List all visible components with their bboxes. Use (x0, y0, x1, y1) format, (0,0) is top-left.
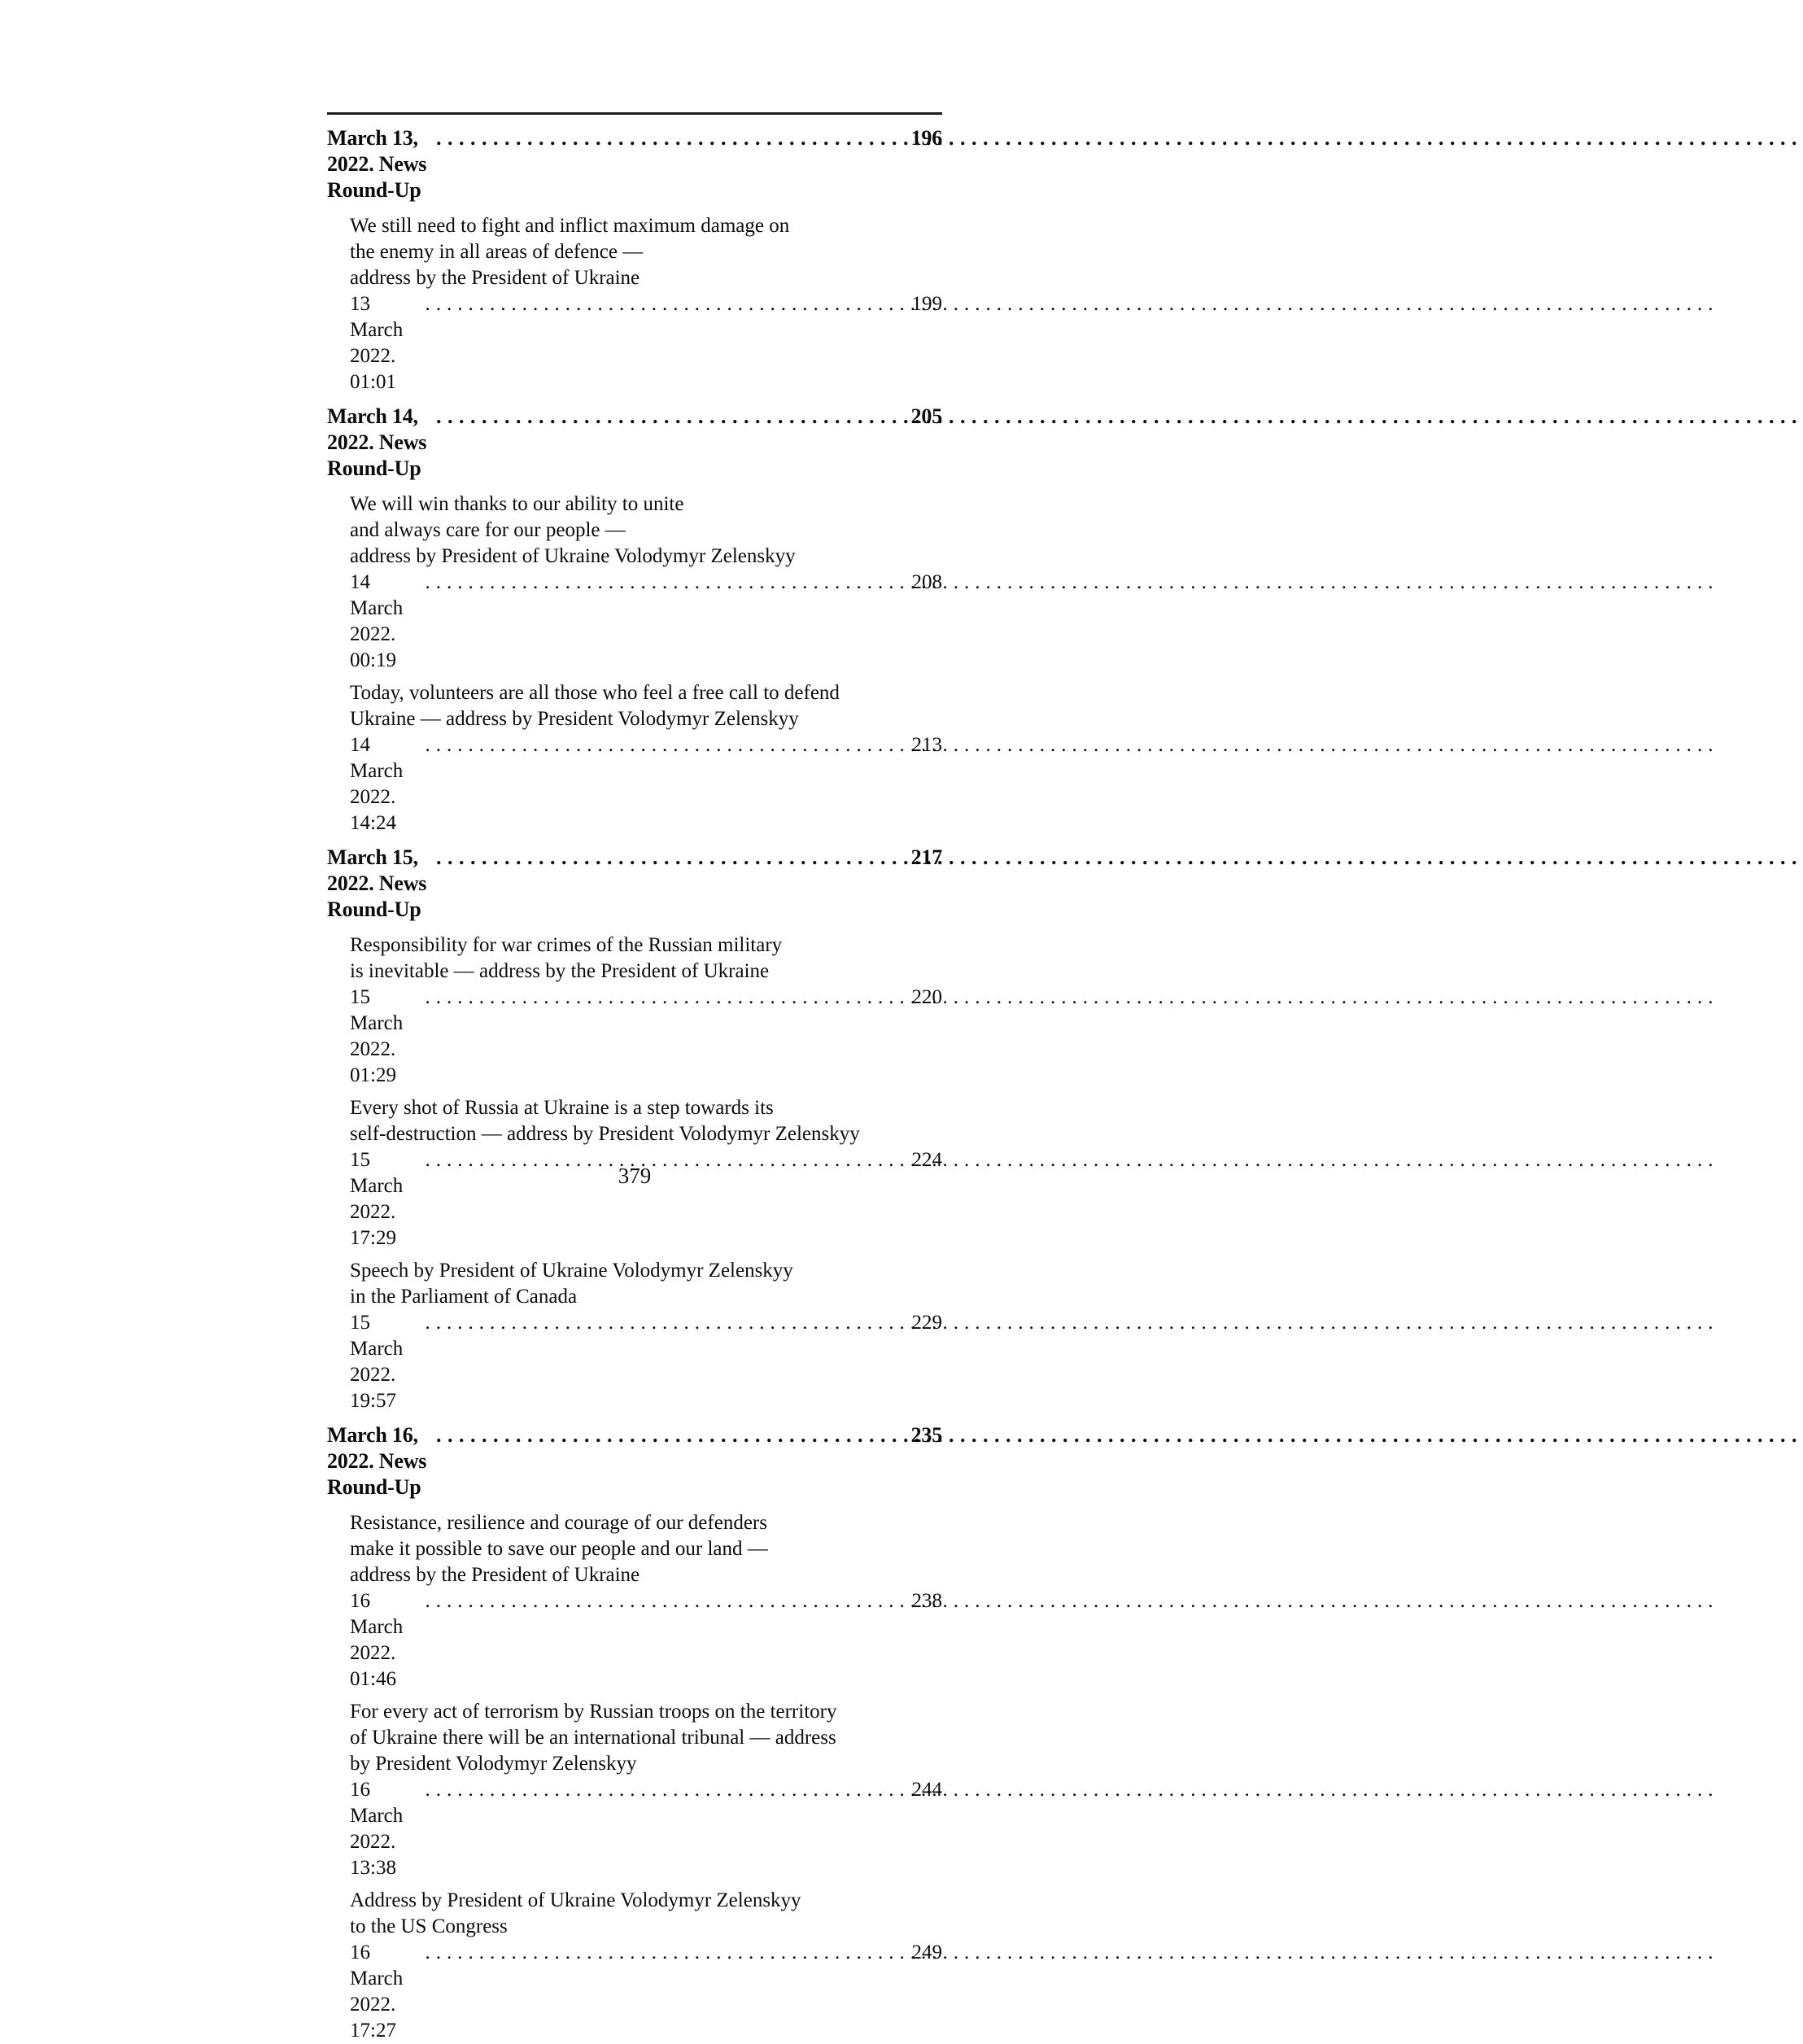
toc-entry-date-row (350, 732, 942, 836)
top-rule (327, 112, 942, 115)
toc-entry-date: 16 March 2022. 17:27 (350, 1941, 404, 2042)
toc-entry-page-number: 238 (911, 1590, 942, 1612)
toc-section (327, 404, 942, 836)
toc-entry-title-line: Today, volunteers are all those who feel a free call to defend (350, 682, 840, 704)
toc-entry-title-line: Every shot of Russia at Ukraine is a step towards its (350, 1097, 774, 1119)
toc-entry-title-line: is inevitable — address by the President of Ukraine (350, 960, 770, 982)
toc-heading (327, 845, 942, 923)
toc-entry-title-line: For every act of terrorism by Russian troops on the territory (350, 1701, 837, 1723)
toc-entry-date: 15 March 2022. 19:57 (350, 1312, 404, 1412)
dot-leader (436, 404, 905, 430)
toc-entry-date: 16 March 2022. 01:46 (350, 1590, 404, 1690)
toc-entry-page-number: 249 (911, 1941, 942, 1963)
toc-entry-title-line: address by President of Ukraine Volodymyr Zelenskyy (350, 545, 796, 567)
toc-entry (350, 1888, 942, 2044)
toc-entry-page-number: 220 (911, 986, 942, 1008)
toc-heading-page-number: 235 (910, 1423, 942, 1447)
toc-heading-title: March 14, 2022. News Round-Up (327, 404, 427, 480)
dot-leader (425, 570, 905, 596)
toc-entry (350, 1699, 942, 1881)
toc-content (327, 112, 942, 2044)
toc-heading-title: March 13, 2022. News Round-Up (327, 126, 427, 202)
toc-entry (350, 1258, 942, 1414)
toc-entry-page-number: 213 (911, 734, 942, 756)
toc-entry-date-row (350, 1777, 942, 1881)
toc-entry-title-line: Ukraine — address by President Volodymyr Zelenskyy (350, 708, 799, 730)
toc-section (327, 125, 942, 395)
toc-section (327, 845, 942, 1414)
toc-entry-page-number: 208 (911, 571, 942, 593)
toc-entry (350, 491, 942, 674)
toc-entry-page-number: 229 (911, 1312, 942, 1334)
folio-page-number: 379 (618, 1164, 652, 1188)
toc-entry-title-line: address by the President of Ukraine (350, 267, 640, 289)
toc-entry-date-row (350, 985, 942, 1089)
toc-entry (350, 1510, 942, 1692)
toc-entry-date-row (350, 291, 942, 395)
dot-leader (425, 1310, 905, 1336)
toc-heading (327, 1422, 942, 1500)
toc-entry-page-number: 224 (911, 1149, 942, 1171)
toc-entry-title-line: self-destruction — address by President Volodymyr Zelenskyy (350, 1123, 860, 1145)
toc-heading-page-number: 205 (910, 404, 942, 428)
toc-heading (327, 125, 942, 203)
toc-entry-title-line: and always care for our people — (350, 519, 626, 541)
toc-entry-title-line: by President Volodymyr Zelenskyy (350, 1753, 637, 1775)
dot-leader (436, 1422, 905, 1448)
toc-entry-title-line: Responsibility for war crimes of the Russian military (350, 934, 783, 956)
toc-entry-date: 14 March 2022. 00:19 (350, 571, 404, 671)
dot-leader (436, 845, 905, 871)
toc-entry-date: 14 March 2022. 14:24 (350, 734, 404, 834)
toc-entry-page-number: 199 (911, 293, 942, 315)
toc-section (327, 1422, 942, 2044)
toc-entry-title-line: to the US Congress (350, 1915, 508, 1937)
toc-heading-title: March 16, 2022. News Round-Up (327, 1423, 427, 1499)
toc-heading-page-number: 196 (910, 126, 942, 150)
toc-entry-title-line: the enemy in all areas of defence — (350, 241, 644, 263)
toc-heading-title: March 15, 2022. News Round-Up (327, 845, 427, 921)
dot-leader (436, 125, 905, 151)
toc-entry-title-line: Speech by President of Ukraine Volodymyr Zelenskyy (350, 1260, 793, 1282)
dot-leader (425, 291, 905, 317)
dot-leader (425, 732, 905, 758)
toc-entry-title-line: Address by President of Ukraine Volodymyr Zelenskyy (350, 1889, 801, 1911)
toc-entry-title-line: We will win thanks to our ability to unite (350, 493, 684, 515)
toc-entry-date-row (350, 1588, 942, 1692)
toc-entry-title-line: of Ukraine there will be an international tribunal — address (350, 1727, 836, 1749)
toc-entry-date: 15 March 2022. 17:29 (350, 1149, 404, 1249)
toc-entry-date: 16 March 2022. 13:38 (350, 1779, 404, 1879)
dot-leader (425, 1588, 905, 1614)
toc-entry-date: 13 March 2022. 01:01 (350, 293, 404, 393)
toc-entry-date-row (350, 1310, 942, 1414)
toc-entry-page-number: 244 (911, 1779, 942, 1801)
toc-heading (327, 404, 942, 482)
toc-entry (350, 213, 942, 395)
dot-leader (425, 1777, 905, 1803)
toc-entry-title-line: make it possible to save our people and our land — (350, 1538, 768, 1560)
toc-heading-page-number: 217 (910, 845, 942, 869)
toc-entry-date-row (350, 1940, 942, 2044)
toc-entry-date-row (350, 570, 942, 674)
toc-entry-title-line: in the Parliament of Canada (350, 1286, 578, 1308)
toc-entry-title-line: address by the President of Ukraine (350, 1564, 640, 1586)
toc-entry (350, 680, 942, 836)
dot-leader (425, 1940, 905, 1966)
table-of-contents (327, 125, 942, 2044)
toc-entry-date: 15 March 2022. 01:29 (350, 986, 404, 1086)
toc-entry-title-line: Resistance, resilience and courage of our defenders (350, 1512, 767, 1534)
toc-entry (350, 932, 942, 1089)
dot-leader (425, 985, 905, 1011)
toc-entry-title-line: We still need to fight and inflict maximum damage on (350, 215, 790, 237)
